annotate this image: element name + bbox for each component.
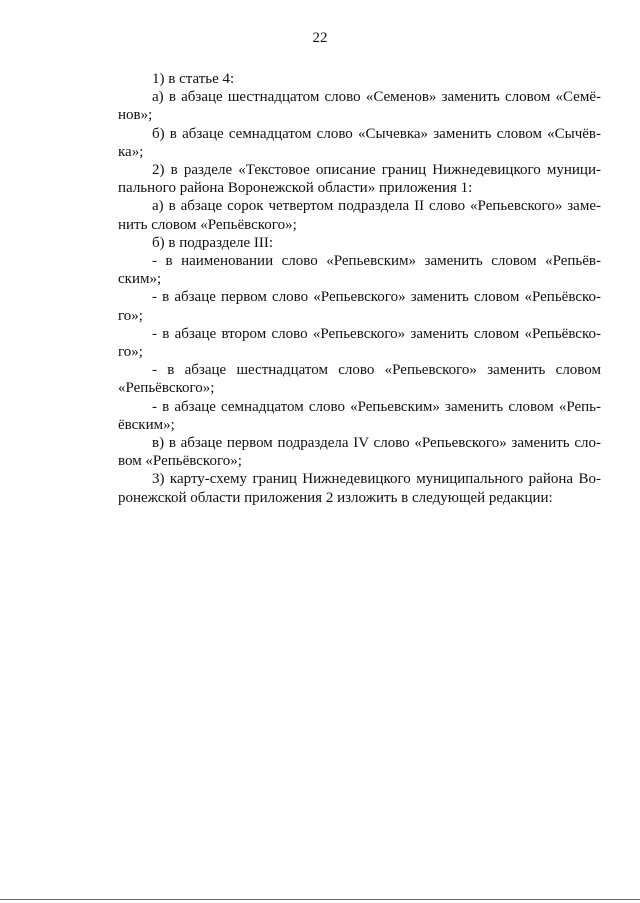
page-number: 22 bbox=[312, 30, 328, 46]
paragraph-iii-sixteenth: - в абзаце шестнадцатом слово «Репьевского» заменить словом «Репьёвского»; bbox=[118, 362, 601, 397]
paragraph-subsection-iv: в) в абзаце первом подраздела IV слово «Репьевского» заменить словом «Репьёвского»; bbox=[118, 435, 601, 470]
bottom-divider bbox=[0, 899, 640, 900]
paragraph-subsection-ii: а) в абзаце сорок четвертом подраздела II слово «Репьевского» заменить словом «Репьёвского»; bbox=[118, 198, 601, 233]
paragraph-iii-name: - в наименовании слово «Репьевским» заменить словом «Репьёвским»; bbox=[118, 253, 601, 288]
paragraph-item-a-semenov: а) в абзаце шестнадцатом слово «Семенов» заменить словом «Семёнов»; bbox=[118, 89, 601, 124]
document-body bbox=[118, 70, 601, 507]
paragraph-iii-second: - в абзаце втором слово «Репьевского» заменить словом «Репьёвского»; bbox=[118, 325, 601, 361]
paragraph-article-4: 1) в статье 4: bbox=[152, 71, 235, 87]
paragraph-iii-first: - в абзаце первом слово «Репьевского» заменить словом «Репьёвского»; bbox=[118, 289, 601, 324]
paragraph-map-scheme: 3) карту-схему границ Нижнедевицкого муниципального района Воронежской области приложения 2 изложить в следующей редакции: bbox=[118, 471, 601, 506]
paragraph-item-b-sychevka: б) в абзаце семнадцатом слово «Сычевка» заменить словом «Сычёвка»; bbox=[118, 125, 601, 160]
paragraph-iii-seventeenth: - в абзаце семнадцатом слово «Репьевским» заменить словом «Репьёвским»; bbox=[118, 398, 601, 433]
paragraph-section-text-description: 2) в разделе «Текстовое описание границ Нижнедевицкого муниципального района Воронежской области» приложения 1: bbox=[118, 162, 601, 197]
paragraph-subsection-iii: б) в подразделе III: bbox=[152, 234, 274, 251]
